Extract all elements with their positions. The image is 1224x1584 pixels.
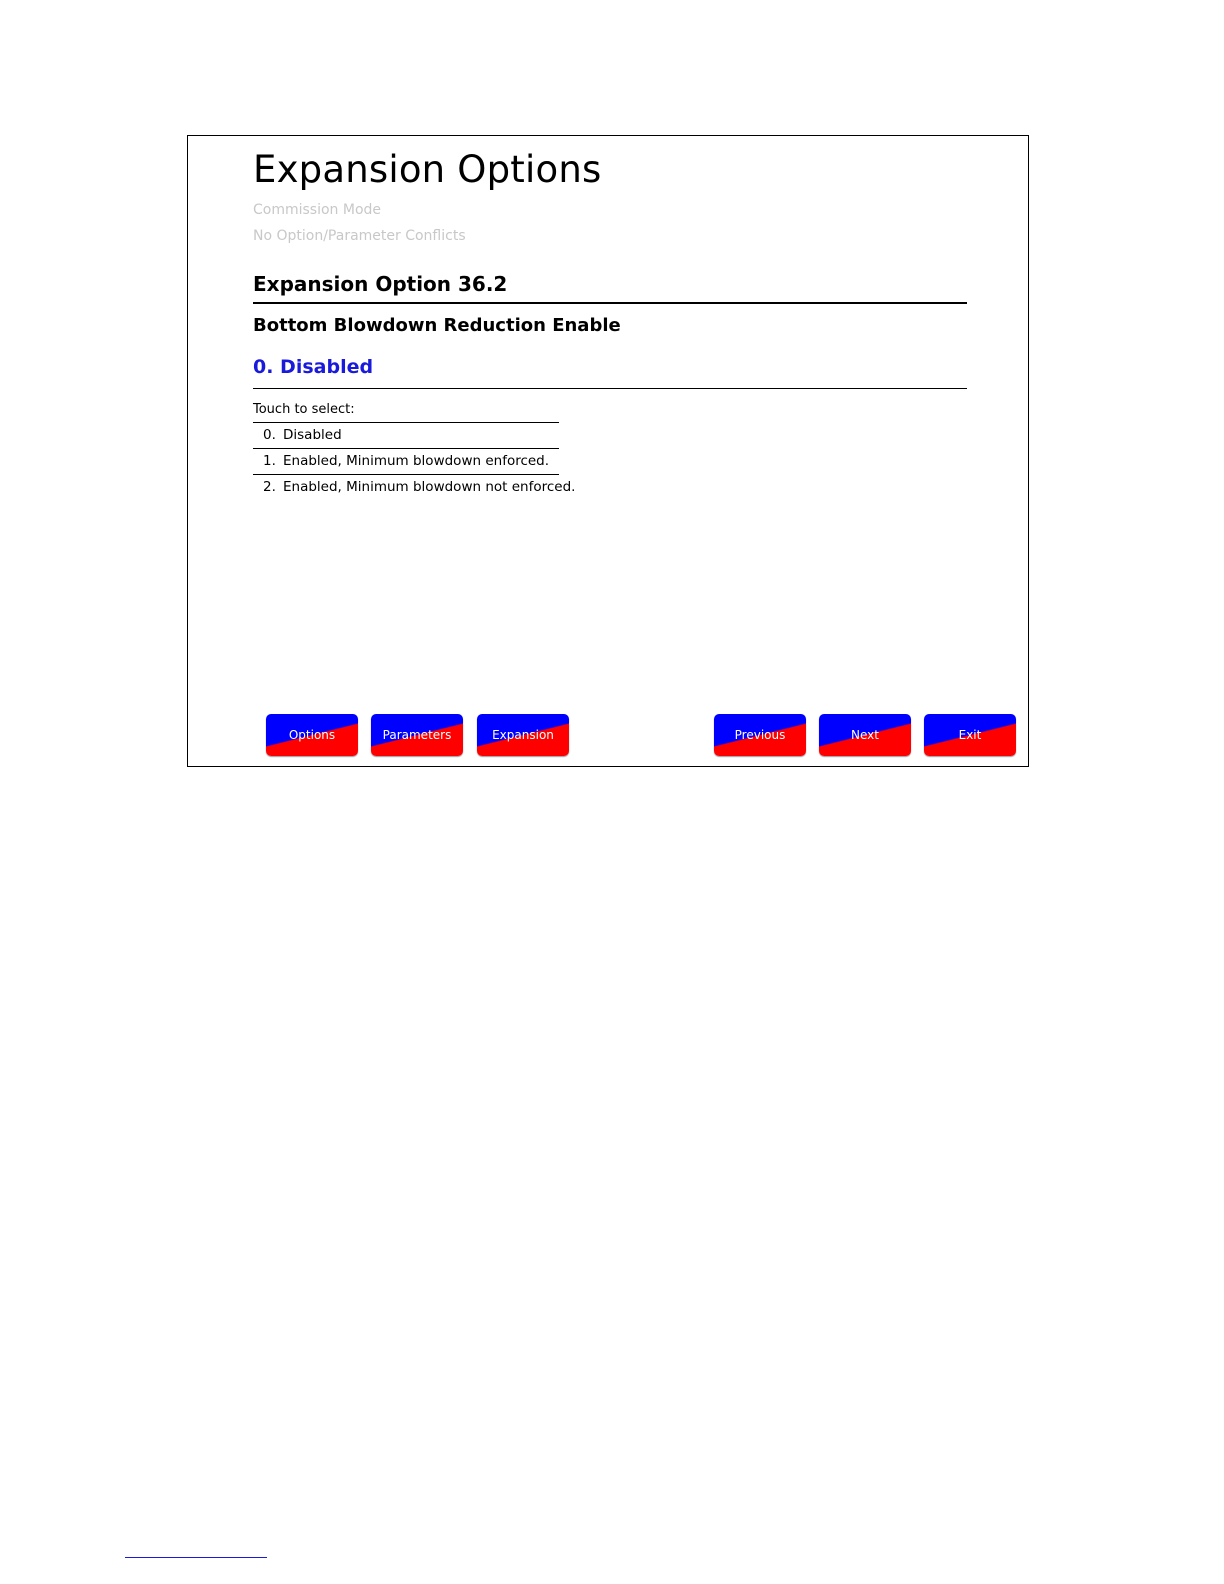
current-value: 0. Disabled: [253, 356, 374, 378]
page-title: Expansion Options: [253, 148, 602, 191]
choice-label: Disabled: [283, 427, 342, 443]
expansion-button[interactable]: Expansion: [477, 714, 569, 756]
select-prompt: Touch to select:: [253, 402, 355, 417]
next-button[interactable]: Next: [819, 714, 911, 756]
touch-screen-panel: [187, 135, 1029, 767]
choice-label: Enabled, Minimum blowdown enforced.: [283, 453, 550, 469]
choice-disabled[interactable]: [253, 423, 559, 449]
choice-list: [253, 422, 576, 500]
choice-number: 2.: [263, 479, 276, 495]
parameters-button[interactable]: Parameters: [371, 714, 463, 756]
choice-enabled-not-enforced[interactable]: [253, 475, 576, 500]
choice-label: Enabled, Minimum blowdown not enforced.: [283, 479, 576, 495]
footer-divider: [125, 1557, 267, 1558]
mode-status: Commission Mode: [253, 202, 382, 218]
options-button[interactable]: Options: [266, 714, 358, 756]
exit-button[interactable]: Exit: [924, 714, 1016, 756]
choice-number: 0.: [263, 427, 276, 443]
title-divider: [253, 302, 967, 304]
option-description: Bottom Blowdown Reduction Enable: [253, 315, 621, 336]
conflict-status: No Option/Parameter Conflicts: [253, 228, 466, 244]
option-title: Expansion Option 36.2: [253, 272, 508, 296]
choice-enabled-enforced[interactable]: [253, 449, 559, 475]
choice-number: 1.: [263, 453, 276, 469]
previous-button[interactable]: Previous: [714, 714, 806, 756]
value-divider: [253, 388, 967, 389]
